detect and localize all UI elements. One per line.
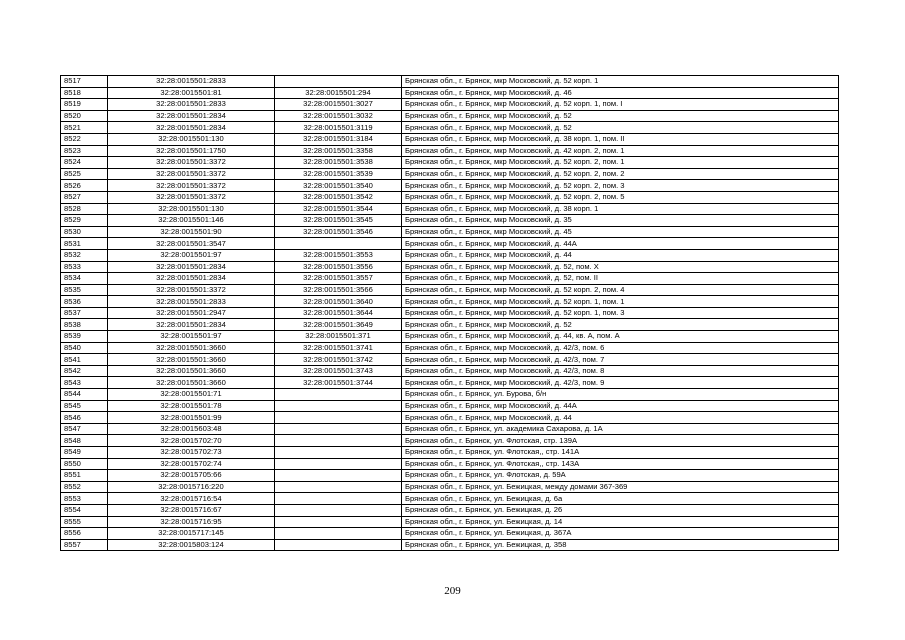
- table-row: [61, 354, 839, 366]
- address-cell: Брянская обл., г. Брянск, мкр Московский, д. 42/3, пом. 8: [402, 365, 839, 377]
- address-cell: Брянская обл., г. Брянск, мкр Московский, д. 38 корп. 1: [402, 203, 839, 215]
- row-number-cell: 8544: [61, 389, 108, 401]
- address-cell: Брянская обл., г. Брянск, мкр Московский, д. 52 корп. 2, пом. 4: [402, 284, 839, 296]
- table-row: [61, 249, 839, 261]
- parent-cadastral-number-cell: 32:28:0015501:3372: [108, 168, 275, 180]
- parent-cadastral-number-cell: 32:28:0015501:2834: [108, 319, 275, 331]
- address-cell: Брянская обл., г. Брянск, мкр Московский, д. 45: [402, 226, 839, 238]
- row-number-cell: 8517: [61, 76, 108, 88]
- parent-cadastral-number-cell: 32:28:0015501:97: [108, 249, 275, 261]
- row-number-cell: 8547: [61, 423, 108, 435]
- parent-cadastral-number-cell: 32:28:0015501:2833: [108, 296, 275, 308]
- address-cell: Брянская обл., г. Брянск, мкр Московский, д. 35: [402, 215, 839, 227]
- cadastral-number-cell: [275, 423, 402, 435]
- address-cell: Брянская обл., г. Брянск, ул. Бежицкая, д. 14: [402, 516, 839, 528]
- parent-cadastral-number-cell: 32:28:0015716:220: [108, 481, 275, 493]
- address-cell: Брянская обл., г. Брянск, ул. Бурова, б/н: [402, 389, 839, 401]
- row-number-cell: 8522: [61, 133, 108, 145]
- address-cell: Брянская обл., г. Брянск, ул. академика Сахарова, д. 1А: [402, 423, 839, 435]
- table-row: [61, 238, 839, 250]
- parent-cadastral-number-cell: 32:28:0015501:2833: [108, 99, 275, 111]
- table-row: [61, 504, 839, 516]
- parent-cadastral-number-cell: 32:28:0015501:2834: [108, 273, 275, 285]
- parent-cadastral-number-cell: 32:28:0015501:146: [108, 215, 275, 227]
- address-cell: Брянская обл., г. Брянск, мкр Московский, д. 44: [402, 412, 839, 424]
- row-number-cell: 8540: [61, 342, 108, 354]
- table-row: [61, 133, 839, 145]
- row-number-cell: 8526: [61, 180, 108, 192]
- table-row: [61, 319, 839, 331]
- parent-cadastral-number-cell: 32:28:0015717:145: [108, 528, 275, 540]
- row-number-cell: 8533: [61, 261, 108, 273]
- row-number-cell: 8534: [61, 273, 108, 285]
- parent-cadastral-number-cell: 32:28:0015501:2947: [108, 307, 275, 319]
- cadastral-number-cell: 32:28:0015501:3557: [275, 273, 402, 285]
- cadastral-number-cell: 32:28:0015501:3032: [275, 110, 402, 122]
- address-cell: Брянская обл., г. Брянск, мкр Московский, д. 52 корп. 1, пом. 3: [402, 307, 839, 319]
- parent-cadastral-number-cell: 32:28:0015501:3660: [108, 342, 275, 354]
- row-number-cell: 8524: [61, 157, 108, 169]
- address-cell: Брянская обл., г. Брянск, мкр Московский, д. 42/3, пом. 9: [402, 377, 839, 389]
- row-number-cell: 8542: [61, 365, 108, 377]
- parent-cadastral-number-cell: 32:28:0015702:74: [108, 458, 275, 470]
- address-cell: Брянская обл., г. Брянск, мкр Московский, д. 38 корп. 1, пом. II: [402, 133, 839, 145]
- row-number-cell: 8543: [61, 377, 108, 389]
- table-row: [61, 470, 839, 482]
- parent-cadastral-number-cell: 32:28:0015705:66: [108, 470, 275, 482]
- table-row: [61, 261, 839, 273]
- table-row: [61, 493, 839, 505]
- row-number-cell: 8541: [61, 354, 108, 366]
- address-cell: Брянская обл., г. Брянск, мкр Московский, д. 42 корп. 2, пом. 1: [402, 145, 839, 157]
- parent-cadastral-number-cell: 32:28:0015716:95: [108, 516, 275, 528]
- address-cell: Брянская обл., г. Брянск, ул. Бежицкая, д. 367А: [402, 528, 839, 540]
- row-number-cell: 8553: [61, 493, 108, 505]
- address-cell: Брянская обл., г. Брянск, мкр Московский, д. 52 корп. 1: [402, 76, 839, 88]
- cadastral-number-cell: 32:28:0015501:3540: [275, 180, 402, 192]
- parent-cadastral-number-cell: 32:28:0015702:73: [108, 447, 275, 459]
- address-cell: Брянская обл., г. Брянск, мкр Московский, д. 42/3, пом. 7: [402, 354, 839, 366]
- table-row: [61, 435, 839, 447]
- table-row: [61, 342, 839, 354]
- table-row: [61, 226, 839, 238]
- address-cell: Брянская обл., г. Брянск, ул. Флотская,, стр. 141А: [402, 447, 839, 459]
- cadastral-number-cell: 32:28:0015501:3027: [275, 99, 402, 111]
- cadastral-number-cell: 32:28:0015501:3545: [275, 215, 402, 227]
- row-number-cell: 8551: [61, 470, 108, 482]
- row-number-cell: 8520: [61, 110, 108, 122]
- row-number-cell: 8538: [61, 319, 108, 331]
- table-row: [61, 423, 839, 435]
- address-cell: Брянская обл., г. Брянск, ул. Бежицкая, д. 6а: [402, 493, 839, 505]
- table-row: [61, 215, 839, 227]
- address-cell: Брянская обл., г. Брянск, мкр Московский, д. 52 корп. 1, пом. I: [402, 99, 839, 111]
- parent-cadastral-number-cell: 32:28:0015501:3660: [108, 365, 275, 377]
- parent-cadastral-number-cell: 32:28:0015501:3372: [108, 180, 275, 192]
- cadastral-number-cell: 32:28:0015501:3566: [275, 284, 402, 296]
- table-row: [61, 400, 839, 412]
- row-number-cell: 8536: [61, 296, 108, 308]
- parent-cadastral-number-cell: 32:28:0015716:67: [108, 504, 275, 516]
- table-row: [61, 412, 839, 424]
- row-number-cell: 8529: [61, 215, 108, 227]
- table-row: [61, 203, 839, 215]
- cadastral-number-cell: 32:28:0015501:3538: [275, 157, 402, 169]
- row-number-cell: 8523: [61, 145, 108, 157]
- address-cell: Брянская обл., г. Брянск, мкр Московский, д. 52, пом. II: [402, 273, 839, 285]
- cadastral-number-cell: 32:28:0015501:3119: [275, 122, 402, 134]
- parent-cadastral-number-cell: 32:28:0015702:70: [108, 435, 275, 447]
- address-cell: Брянская обл., г. Брянск, ул. Бежицкая, д. 358: [402, 539, 839, 551]
- cadastral-number-cell: 32:28:0015501:3649: [275, 319, 402, 331]
- parent-cadastral-number-cell: 32:28:0015501:1750: [108, 145, 275, 157]
- cadastral-number-cell: 32:28:0015501:294: [275, 87, 402, 99]
- table-row: [61, 284, 839, 296]
- table-row: [61, 296, 839, 308]
- address-cell: Брянская обл., г. Брянск, мкр Московский, д. 52 корп. 2, пом. 3: [402, 180, 839, 192]
- table-row: [61, 458, 839, 470]
- parent-cadastral-number-cell: 32:28:0015501:130: [108, 203, 275, 215]
- table-row: [61, 122, 839, 134]
- row-number-cell: 8546: [61, 412, 108, 424]
- cadastral-number-cell: 32:28:0015501:3644: [275, 307, 402, 319]
- row-number-cell: 8518: [61, 87, 108, 99]
- cadastral-number-cell: [275, 516, 402, 528]
- address-cell: Брянская обл., г. Брянск, мкр Московский, д. 52 корп. 2, пом. 1: [402, 157, 839, 169]
- parent-cadastral-number-cell: 32:28:0015501:2834: [108, 122, 275, 134]
- address-cell: Брянская обл., г. Брянск, мкр Московский, д. 44А: [402, 238, 839, 250]
- table-row: [61, 145, 839, 157]
- cadastral-number-cell: 32:28:0015501:3744: [275, 377, 402, 389]
- address-cell: Брянская обл., г. Брянск, ул. Бежицкая, д. 26: [402, 504, 839, 516]
- address-cell: Брянская обл., г. Брянск, мкр Московский, д. 44, кв. А, пом. А: [402, 331, 839, 343]
- row-number-cell: 8519: [61, 99, 108, 111]
- parent-cadastral-number-cell: 32:28:0015501:90: [108, 226, 275, 238]
- cadastral-number-cell: 32:28:0015501:3184: [275, 133, 402, 145]
- parent-cadastral-number-cell: 32:28:0015501:81: [108, 87, 275, 99]
- parent-cadastral-number-cell: 32:28:0015501:78: [108, 400, 275, 412]
- row-number-cell: 8556: [61, 528, 108, 540]
- table-row: [61, 528, 839, 540]
- parent-cadastral-number-cell: 32:28:0015603:48: [108, 423, 275, 435]
- table-row: [61, 87, 839, 99]
- row-number-cell: 8548: [61, 435, 108, 447]
- cadastral-number-cell: [275, 458, 402, 470]
- row-number-cell: 8525: [61, 168, 108, 180]
- parent-cadastral-number-cell: 32:28:0015501:97: [108, 331, 275, 343]
- registry-table: [60, 75, 839, 551]
- cadastral-number-cell: 32:28:0015501:3544: [275, 203, 402, 215]
- table-row: [61, 447, 839, 459]
- cadastral-number-cell: 32:28:0015501:3546: [275, 226, 402, 238]
- cadastral-number-cell: 32:28:0015501:3742: [275, 354, 402, 366]
- address-cell: Брянская обл., г. Брянск, мкр Московский, д. 44: [402, 249, 839, 261]
- cadastral-number-cell: [275, 412, 402, 424]
- cadastral-number-cell: 32:28:0015501:3358: [275, 145, 402, 157]
- table-row: [61, 273, 839, 285]
- row-number-cell: 8545: [61, 400, 108, 412]
- address-cell: Брянская обл., г. Брянск, мкр Московский, д. 52, пом. X: [402, 261, 839, 273]
- address-cell: Брянская обл., г. Брянск, мкр Московский, д. 52: [402, 122, 839, 134]
- registry-table-body: [61, 76, 839, 551]
- row-number-cell: 8557: [61, 539, 108, 551]
- address-cell: Брянская обл., г. Брянск, ул. Флотская, стр. 139А: [402, 435, 839, 447]
- cadastral-number-cell: [275, 470, 402, 482]
- row-number-cell: 8550: [61, 458, 108, 470]
- address-cell: Брянская обл., г. Брянск, ул. Флотская,, стр. 143А: [402, 458, 839, 470]
- cadastral-number-cell: 32:28:0015501:371: [275, 331, 402, 343]
- row-number-cell: 8521: [61, 122, 108, 134]
- table-row: [61, 331, 839, 343]
- address-cell: Брянская обл., г. Брянск, мкр Московский, д. 46: [402, 87, 839, 99]
- parent-cadastral-number-cell: 32:28:0015501:3372: [108, 284, 275, 296]
- table-row: [61, 168, 839, 180]
- row-number-cell: 8528: [61, 203, 108, 215]
- row-number-cell: 8527: [61, 191, 108, 203]
- row-number-cell: 8539: [61, 331, 108, 343]
- address-cell: Брянская обл., г. Брянск, мкр Московский, д. 52: [402, 110, 839, 122]
- cadastral-number-cell: [275, 76, 402, 88]
- parent-cadastral-number-cell: 32:28:0015501:2834: [108, 110, 275, 122]
- parent-cadastral-number-cell: 32:28:0015501:3547: [108, 238, 275, 250]
- table-row: [61, 180, 839, 192]
- cadastral-number-cell: [275, 238, 402, 250]
- parent-cadastral-number-cell: 32:28:0015501:2834: [108, 261, 275, 273]
- parent-cadastral-number-cell: 32:28:0015501:3660: [108, 377, 275, 389]
- row-number-cell: 8535: [61, 284, 108, 296]
- table-row: [61, 516, 839, 528]
- address-cell: Брянская обл., г. Брянск, мкр Московский, д. 44А: [402, 400, 839, 412]
- cadastral-number-cell: [275, 481, 402, 493]
- cadastral-number-cell: [275, 539, 402, 551]
- cadastral-number-cell: [275, 493, 402, 505]
- page-number: 209: [444, 585, 461, 597]
- parent-cadastral-number-cell: 32:28:0015501:99: [108, 412, 275, 424]
- row-number-cell: 8552: [61, 481, 108, 493]
- table-row: [61, 377, 839, 389]
- cadastral-number-cell: [275, 447, 402, 459]
- cadastral-number-cell: [275, 528, 402, 540]
- cadastral-number-cell: 32:28:0015501:3741: [275, 342, 402, 354]
- table-row: [61, 157, 839, 169]
- row-number-cell: 8554: [61, 504, 108, 516]
- row-number-cell: 8532: [61, 249, 108, 261]
- parent-cadastral-number-cell: 32:28:0015501:3372: [108, 157, 275, 169]
- table-row: [61, 76, 839, 88]
- address-cell: Брянская обл., г. Брянск, ул. Бежицкая, между домами 367-369: [402, 481, 839, 493]
- table-row: [61, 110, 839, 122]
- cadastral-number-cell: 32:28:0015501:3542: [275, 191, 402, 203]
- cadastral-number-cell: [275, 400, 402, 412]
- cadastral-number-cell: 32:28:0015501:3556: [275, 261, 402, 273]
- address-cell: Брянская обл., г. Брянск, мкр Московский, д. 52 корп. 2, пом. 5: [402, 191, 839, 203]
- cadastral-number-cell: [275, 389, 402, 401]
- cadastral-number-cell: 32:28:0015501:3743: [275, 365, 402, 377]
- cadastral-number-cell: 32:28:0015501:3553: [275, 249, 402, 261]
- table-row: [61, 307, 839, 319]
- table-row: [61, 191, 839, 203]
- parent-cadastral-number-cell: 32:28:0015501:3660: [108, 354, 275, 366]
- address-cell: Брянская обл., г. Брянск, мкр Московский, д. 52 корп. 2, пом. 2: [402, 168, 839, 180]
- cadastral-number-cell: 32:28:0015501:3640: [275, 296, 402, 308]
- cadastral-number-cell: 32:28:0015501:3539: [275, 168, 402, 180]
- table-row: [61, 539, 839, 551]
- address-cell: Брянская обл., г. Брянск, мкр Московский, д. 42/3, пом. 6: [402, 342, 839, 354]
- row-number-cell: 8549: [61, 447, 108, 459]
- parent-cadastral-number-cell: 32:28:0015716:54: [108, 493, 275, 505]
- table-row: [61, 99, 839, 111]
- row-number-cell: 8531: [61, 238, 108, 250]
- parent-cadastral-number-cell: 32:28:0015501:2833: [108, 76, 275, 88]
- parent-cadastral-number-cell: 32:28:0015803:124: [108, 539, 275, 551]
- row-number-cell: 8537: [61, 307, 108, 319]
- row-number-cell: 8530: [61, 226, 108, 238]
- table-row: [61, 481, 839, 493]
- row-number-cell: 8555: [61, 516, 108, 528]
- parent-cadastral-number-cell: 32:28:0015501:130: [108, 133, 275, 145]
- table-row: [61, 389, 839, 401]
- table-row: [61, 365, 839, 377]
- address-cell: Брянская обл., г. Брянск, мкр Московский, д. 52: [402, 319, 839, 331]
- address-cell: Брянская обл., г. Брянск, ул. Флотская, д. 59А: [402, 470, 839, 482]
- cadastral-number-cell: [275, 504, 402, 516]
- address-cell: Брянская обл., г. Брянск, мкр Московский, д. 52 корп. 1, пом. 1: [402, 296, 839, 308]
- cadastral-number-cell: [275, 435, 402, 447]
- parent-cadastral-number-cell: 32:28:0015501:71: [108, 389, 275, 401]
- parent-cadastral-number-cell: 32:28:0015501:3372: [108, 191, 275, 203]
